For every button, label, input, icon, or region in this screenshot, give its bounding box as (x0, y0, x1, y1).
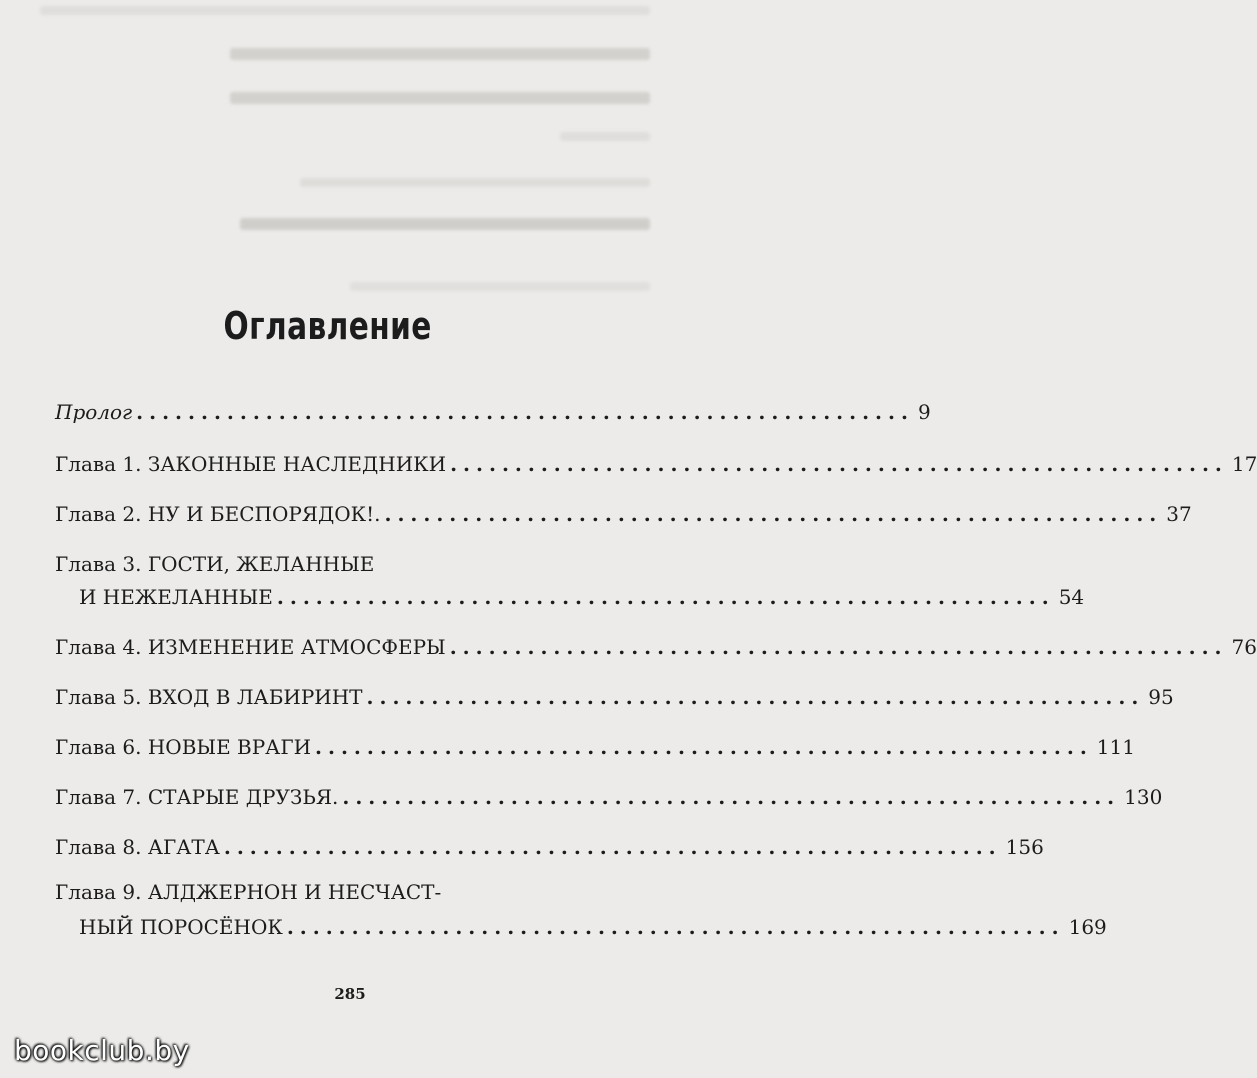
toc-entry (55, 685, 1174, 719)
toc-entry-continuation-label: И НЕЖЕЛАННЫЕ (79, 585, 273, 609)
toc-leader-dots: ............................................................ (450, 452, 1228, 476)
toc-entry (55, 552, 603, 586)
page-number: 285 (334, 985, 366, 1003)
toc-leader-dots: ............................................................ (286, 915, 1065, 939)
toc-entry-label: Глава 9. АЛДЖЕРНОН И НЕСЧАСТ- (55, 880, 442, 904)
toc-leader-dots: ............................................................ (366, 685, 1145, 709)
toc-entry-page: 76 (1231, 635, 1257, 659)
toc-leader-dots: ............................................................ (276, 585, 1055, 609)
toc-leader-dots: ............................................................ (342, 785, 1121, 809)
page-title: Оглавление (223, 304, 432, 348)
toc-entry-label: Глава 5. ВХОД В ЛАБИРИНТ (55, 685, 363, 709)
toc-entry-label: Глава 7. СТАРЫЕ ДРУЗЬЯ. (55, 785, 339, 809)
toc-entry-page: 54 (1058, 585, 1085, 609)
toc-entry-page: 111 (1096, 735, 1135, 759)
toc-entry-label: Глава 1. ЗАКОННЫЕ НАСЛЕДНИКИ (55, 452, 447, 476)
toc-entry (55, 400, 931, 434)
toc-entry-page: 37 (1166, 502, 1192, 526)
toc-entry (55, 635, 1257, 669)
toc-leader-dots: ............................................................ (223, 835, 1002, 859)
bleed-through-text (0, 0, 700, 300)
toc-entry-label: Глава 6. НОВЫЕ ВРАГИ (55, 735, 312, 759)
toc-entry-label: Глава 3. ГОСТИ, ЖЕЛАННЫЕ (55, 552, 375, 576)
toc-leader-dots: ............................................................ (136, 400, 914, 424)
toc-entry-page: 130 (1124, 785, 1163, 809)
toc-entry-page: 17 (1231, 452, 1257, 476)
toc-entry (55, 785, 1163, 819)
toc-entry-page: 9 (917, 400, 931, 424)
toc-leader-dots: ............................................................ (315, 735, 1093, 759)
toc-entry (55, 880, 603, 914)
toc-entry-label: Глава 8. АГАТА (55, 835, 220, 859)
toc-entry-label: Пролог (55, 400, 133, 424)
watermark: bookclub.by (14, 1034, 190, 1067)
toc-entry-page: 95 (1148, 685, 1174, 709)
toc-leader-dots: ............................................................ (384, 502, 1163, 526)
toc-entry-page: 156 (1005, 835, 1044, 859)
toc-entry (55, 452, 1257, 486)
toc-entry-label: Глава 4. ИЗМЕНЕНИЕ АТМОСФЕРЫ (55, 635, 446, 659)
toc-entry-label: Глава 2. НУ И БЕСПОРЯДОК!. (55, 502, 381, 526)
toc-leader-dots: ............................................................ (449, 635, 1228, 659)
toc-entry (55, 502, 1192, 536)
toc-entry (55, 735, 1135, 769)
toc-entry (55, 835, 1044, 869)
toc-entry-page: 169 (1068, 915, 1107, 939)
toc-entry-continuation (79, 915, 1107, 949)
toc-entry-continuation-label: НЫЙ ПОРОСЁНОК (79, 915, 283, 939)
toc-entry-continuation (79, 585, 1085, 619)
